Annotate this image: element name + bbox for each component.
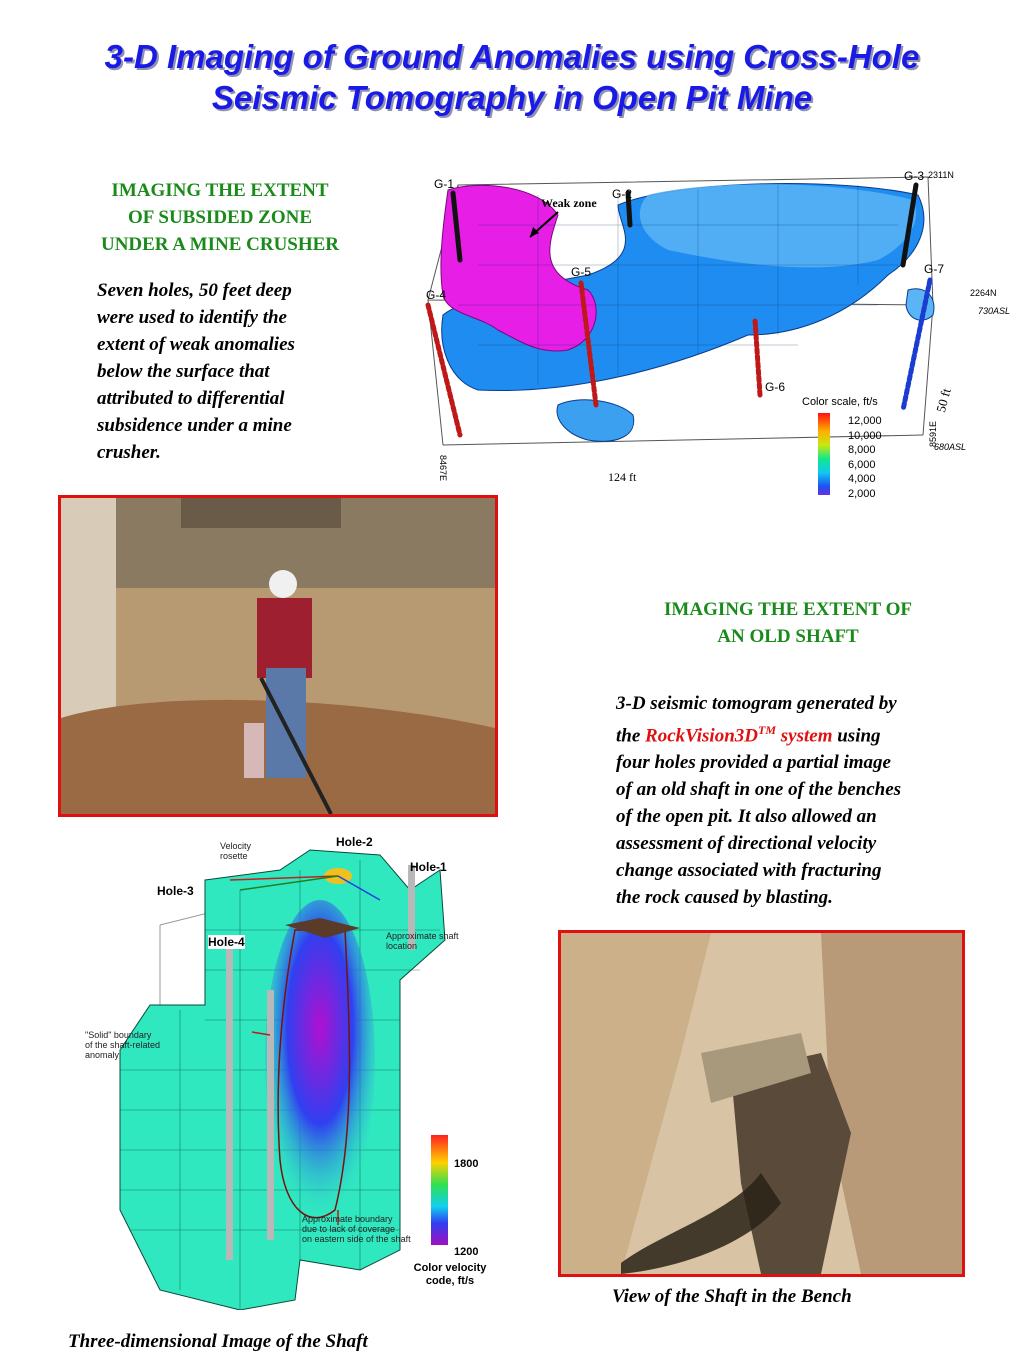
label-line: on eastern side of the shaft: [302, 1234, 411, 1244]
label-line: rosette: [220, 851, 248, 861]
label-line: of the shaft-related: [85, 1040, 161, 1050]
body-line: below the surface that: [97, 361, 270, 382]
label-line: "Solid" boundary: [85, 1030, 152, 1040]
body-line: 3-D seismic tomogram generated by: [616, 693, 897, 714]
hole-label-g1: G-1: [434, 177, 455, 191]
coord-asl-top: 730ASL: [978, 306, 1011, 316]
body-line: Seven holes, 50 feet deep: [97, 280, 292, 301]
approx-boundary-label: [302, 1214, 411, 1244]
coord-east-right: 8591E: [928, 420, 938, 447]
scale-value: 12,000: [848, 415, 882, 427]
brand-system: system: [776, 725, 833, 747]
title-line-2: Seismic Tomography in Open Pit Mine: [211, 79, 813, 116]
shaft-photo: [558, 930, 965, 1277]
scale-value: 2,000: [848, 487, 876, 500]
body-line: the rock caused by blasting.: [616, 887, 833, 909]
label-line: Approximate boundary: [302, 1214, 393, 1224]
title-line-1: 3-D Imaging of Ground Anomalies using Cross-Hole: [104, 38, 920, 75]
body-line: assessment of directional velocity: [616, 833, 877, 855]
coord-mid-n: 2264N: [970, 288, 997, 298]
hole-1-label: Hole-1: [410, 860, 447, 874]
brand-name: RockVision3D: [645, 725, 759, 747]
body-line: crusher.: [97, 442, 161, 463]
brand-tm: TM: [758, 723, 777, 737]
scale-value: 6,000: [848, 458, 876, 471]
label-line: location: [386, 941, 418, 951]
subsided-zone-tomogram: [418, 165, 1018, 500]
velocity-rosette-label: [220, 841, 251, 861]
body-text: the: [616, 725, 646, 747]
body-line: of the open pit. It also allowed an: [616, 806, 877, 828]
section2-body: [616, 690, 976, 911]
label-line: Color velocity: [413, 1262, 487, 1274]
shaft-photo-image: [561, 933, 962, 1274]
page-title: [0, 36, 1024, 118]
scale-value: 10,000: [848, 429, 882, 442]
section2-heading: [620, 596, 956, 650]
heading-line: OF SUBSIDED ZONE: [127, 207, 313, 228]
hole-4-label: Hole-4: [208, 935, 245, 949]
color-scale-values: [848, 414, 882, 501]
shaft-tomogram-graphic: [80, 830, 520, 1310]
heading-line: UNDER A MINE CRUSHER: [100, 234, 340, 255]
depth-label: 50 ft: [933, 386, 954, 414]
body-line: attributed to differential: [97, 388, 285, 409]
label-line: due to lack of coverage: [302, 1224, 396, 1234]
coord-top-n: 2311N: [928, 170, 954, 180]
hole-label-g4: G-4: [426, 288, 447, 302]
label-line: anomaly: [85, 1050, 120, 1060]
scale-title: [390, 1262, 510, 1288]
body-text: using: [832, 725, 881, 747]
hole-label-g2: G-2: [612, 187, 633, 201]
hole-3-label: Hole-3: [157, 884, 194, 898]
body-line: extent of weak anomalies: [97, 334, 295, 355]
body-line: four holes provided a partial image: [616, 752, 891, 774]
hole-label-g6: G-6: [765, 380, 786, 394]
heading-line: IMAGING THE EXTENT: [111, 180, 329, 201]
hole-label-g5: G-5: [571, 265, 592, 279]
worker-photo: [58, 495, 498, 817]
label-line: Approximate shaft: [386, 931, 459, 941]
hole-label-g3: G-3: [904, 169, 925, 183]
solid-boundary-label: [85, 1030, 160, 1060]
body-line: of an old shaft in one of the benches: [616, 779, 902, 801]
label-line: code, ft/s: [425, 1275, 475, 1287]
heading-line: IMAGING THE EXTENT OF: [664, 599, 912, 620]
shaft-tomogram: [80, 830, 520, 1310]
body-line: were used to identify the: [97, 307, 287, 328]
scale-value: 8,000: [848, 444, 876, 456]
color-scale-title: Color scale, ft/s: [802, 396, 878, 408]
hole-label-g7: G-7: [924, 262, 945, 276]
scale-min: 1200: [454, 1246, 479, 1258]
hole-2-label: Hole-2: [336, 835, 373, 849]
shaft-photo-caption: View of the Shaft in the Bench: [612, 1286, 852, 1307]
body-line-brand: [616, 717, 976, 749]
weak-zone-label: Weak zone: [541, 196, 597, 210]
body-line: change associated with fracturing: [616, 860, 882, 882]
label-line: Velocity: [220, 841, 252, 851]
shaft-location-label: [386, 931, 459, 951]
shaft-image-caption: Three-dimensional Image of the Shaft: [68, 1331, 368, 1352]
worker-photo-image: [61, 498, 495, 814]
section1-body: [97, 277, 377, 466]
scale-max: 1800: [454, 1158, 479, 1170]
width-label: 124 ft: [608, 470, 637, 484]
coord-asl-bottom: 680ASL: [934, 442, 967, 452]
body-line: subsidence under a mine: [97, 415, 292, 436]
section1-heading: [70, 177, 370, 258]
heading-line: AN OLD SHAFT: [717, 626, 859, 647]
scale-value: 4,000: [848, 473, 876, 485]
coord-east-left: 8467E: [438, 455, 448, 482]
